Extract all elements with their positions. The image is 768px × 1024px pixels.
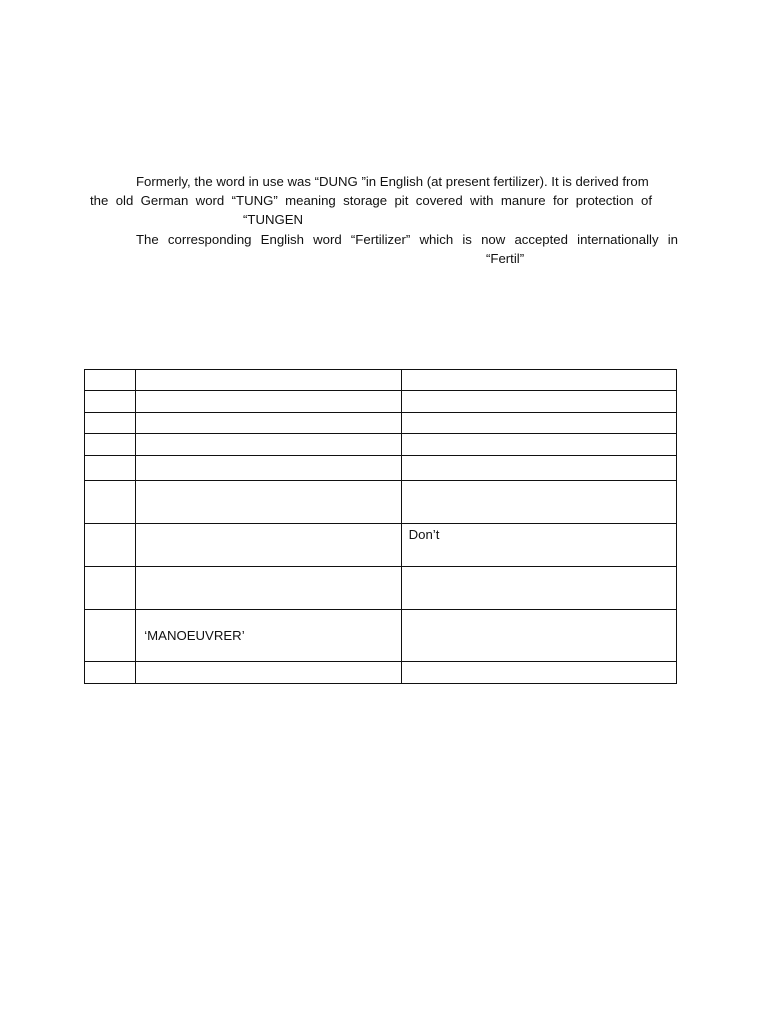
paragraph-line-2: the old German word “TUNG” meaning storage pit covered with manure for protection of [90,193,652,208]
table-cell [401,610,676,662]
table-cell [136,370,401,391]
table-row [85,662,677,684]
table-row [85,524,677,567]
table-cell [85,662,136,684]
table-cell [85,456,136,481]
table-cell [401,456,676,481]
table-cell [401,481,676,524]
table-cell [85,434,136,456]
table-cell [136,434,401,456]
table-row [85,370,677,391]
table-cell [136,391,401,413]
table-cell [136,456,401,481]
table-cell [401,434,676,456]
table-cell [85,413,136,434]
table-cell [401,370,676,391]
table-row [85,434,677,456]
table-row [85,481,677,524]
paragraph-line-5: “Fertil” [486,251,525,266]
table-row [85,610,677,662]
table-row [85,456,677,481]
table-cell [136,413,401,434]
table-cell [136,567,401,610]
table-cell-manoeuvrer: ‘MANOEUVRER’ [136,610,401,662]
paragraph-line-1: Formerly, the word in use was “DUNG ”in English (at present fertilizer). It is derived from [136,174,649,189]
table-cell [136,524,401,567]
table-cell [85,481,136,524]
table-cell [85,610,136,662]
table-cell [85,391,136,413]
table-row [85,391,677,413]
table-cell [85,524,136,567]
table-cell [85,370,136,391]
paragraph-line-4: The corresponding English word “Fertilizer” which is now accepted internationally in [136,232,678,247]
data-table [84,369,677,684]
table-cell [136,662,401,684]
paragraph-line-3: “TUNGEN [243,212,304,227]
table-row [85,567,677,610]
table-cell [401,391,676,413]
table-cell-dont: Don’t [401,524,676,567]
table-cell [401,567,676,610]
table-cell [401,662,676,684]
table-cell [401,413,676,434]
table-cell [136,481,401,524]
table-cell [85,567,136,610]
table-row [85,413,677,434]
